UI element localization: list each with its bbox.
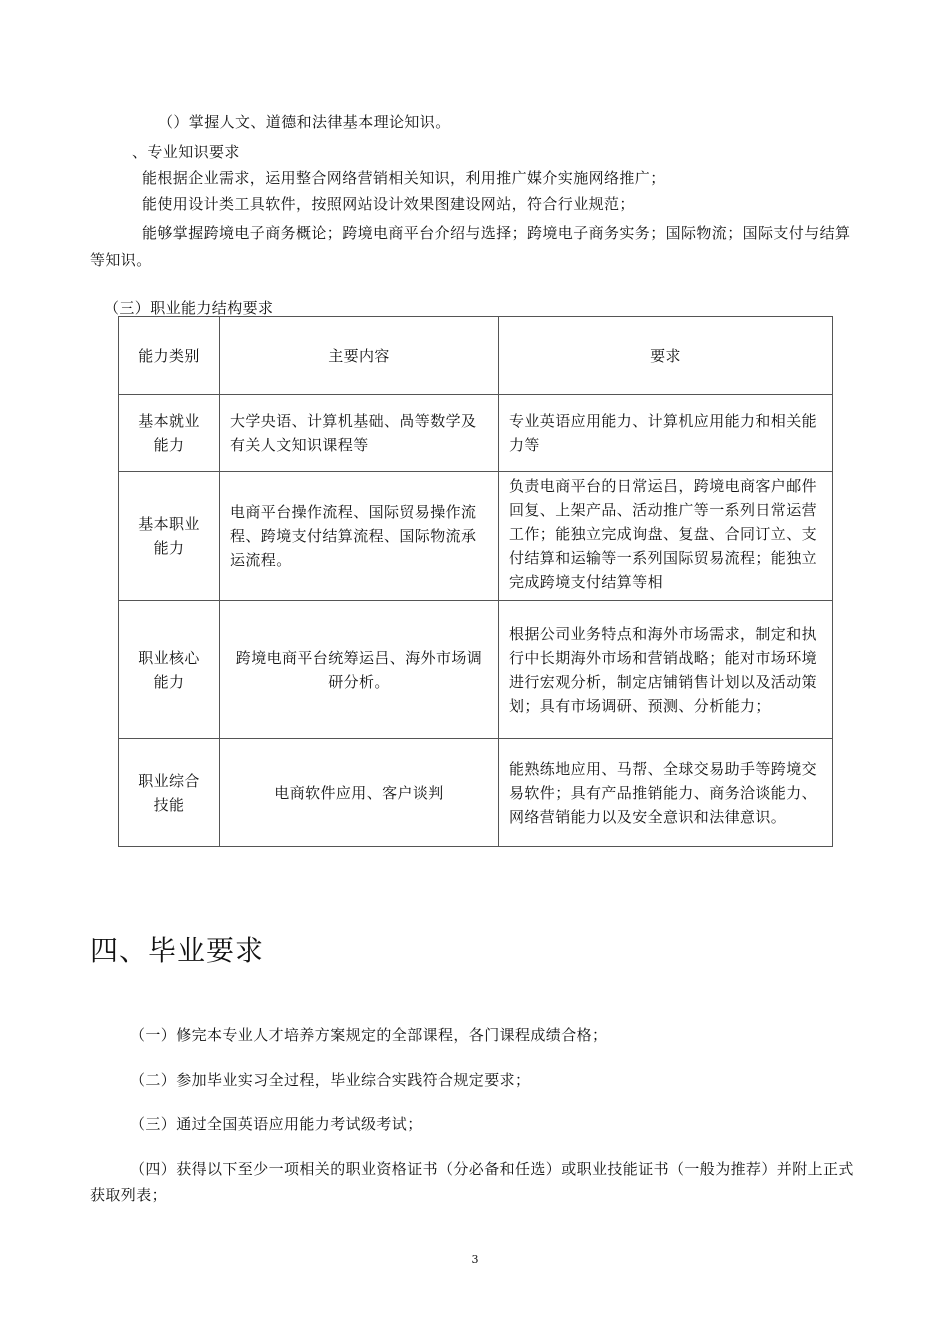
page-number: 3 (471, 1253, 479, 1266)
ability-structure-table (118, 316, 833, 847)
paragraph-network-marketing: 能根据企业需求，运用整合网络营销相关知识，利用推广媒介实施网络推广； (142, 169, 666, 187)
table-row (119, 472, 833, 601)
cell-requirement (499, 472, 833, 601)
section-three-title: （三）职业能力结构要求 (104, 299, 274, 317)
cell-content: 跨境电商平台统筹运吕、海外市场调研分析。 (220, 601, 499, 739)
cell-content: 电商平台操作流程、国际贸易操作流程、跨境支付结算流程、国际物流承运流程。 (220, 472, 499, 601)
table-header-row (119, 317, 833, 395)
cell-requirement: 能熟练地应用、马帮、全球交易助手等跨境交易软件；具有产品推销能力、商务洽谈能力、网络营销能力以及安全意识和法律意识。 (499, 739, 833, 847)
section-four-heading: 四、毕业要求 (90, 934, 265, 967)
paragraph-website-design: 能使用设计类工具软件，按照网站设计效果图建设网站，符合行业规范； (142, 195, 635, 213)
cell-requirement: 专业英语应用能力、计算机应用能力和相关能力等 (499, 395, 833, 472)
cell-category: 职业综合技能 (119, 739, 220, 847)
cell-requirement-text: 负责电商平台的日常运吕，跨境电商客户邮件回复、上架产品、活动推广等一系列日常运营工作；能独立完成询盘、复盘、合同订立、支付结算和运输等一系列国际贸易流程；能独立完成跨境支付结算等相 (509, 477, 818, 591)
cell-category: 基本职业能力 (119, 472, 220, 601)
graduation-requirement-3: （三）通过全国英语应用能力考试级考试； (130, 1115, 423, 1133)
heading-professional-knowledge: 、专业知识要求 (132, 143, 240, 161)
table-row (119, 395, 833, 472)
cell-category: 基本就业能力 (119, 395, 220, 472)
graduation-requirement-4: （四）获得以下至少一项相关的职业资格证书（分必备和任选）或职业技能证书（一般为推荐）并附上正式获取列表； (90, 1160, 854, 1204)
paragraph-humanities: （）掌握人文、道德和法律基本理论知识。 (158, 113, 451, 131)
graduation-requirement-1: （一）修完本专业人才培养方案规定的全部课程，各门课程成绩合格； (130, 1026, 608, 1044)
graduation-requirement-2: （二）参加毕业实习全过程，毕业综合实践符合规定要求； (130, 1071, 531, 1089)
table-row (119, 601, 833, 739)
cell-content: 电商软件应用、客户谈判 (220, 739, 499, 847)
paragraph-cross-border-ecommerce: 能够掌握跨境电子商务概论；跨境电商平台介绍与选择；跨境电子商务实务；国际物流；国际支付与结算等知识。 (90, 224, 851, 269)
header-content: 主要内容 (220, 317, 499, 395)
cell-category: 职业核心能力 (119, 601, 220, 739)
table-row (119, 739, 833, 847)
cell-content: 大学央语、计算机基础、咼等数学及有关人文知识课程等 (220, 395, 499, 472)
header-requirement: 要求 (499, 317, 833, 395)
cell-requirement: 根据公司业务特点和海外市场需求，制定和执行中长期海外市场和营销战略；能对市场环境进行宏观分析，制定店铺销售计划以及活动策划；具有市场调研、预测、分析能力； (499, 601, 833, 739)
header-category: 能力类别 (119, 317, 220, 395)
